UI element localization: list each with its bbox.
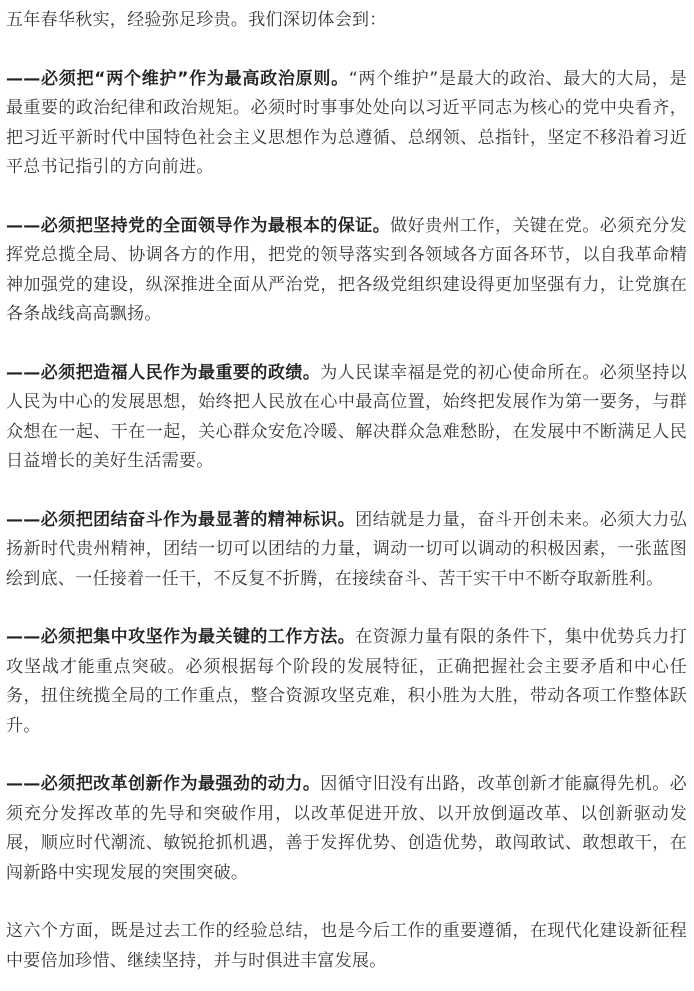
point-heading-3: ——必须把造福人民作为最重要的政绩。 [6, 362, 321, 383]
point-paragraph-1 [6, 65, 687, 183]
point-heading-5: ——必须把集中攻坚作为最关键的工作方法。 [6, 627, 356, 647]
intro-paragraph: 五年春华秋实，经验弥足珍贵。我们深切体会到： [6, 10, 387, 30]
point-text-6: 因循守旧没有出路，改革创新才能赢得先机。必须充分发挥改革的先导和突破作用，以改革促进开放、以开放倒逼改革、以创新驱动发展，顺应时代潮流、敏锐抢抓机遇，善于发挥优势、创造优势，敢闯敢试、敢想敢干，在闯新路中实现发展的突围突破。 [6, 774, 687, 883]
point-text-3: 为人民谋幸福是党的初心使命所在。必须坚持以人民为中心的发展思想，始终把人民放在心中最高位置，始终把发展作为第一要务，与群众想在一起、干在一起，关心群众安危冷暖、解决群众急难愁盼，在发展中不断满足人民日益增长的美好生活需要。 [6, 362, 687, 471]
point-heading-2: ——必须把坚持党的全面领导作为最根本的保证。 [6, 215, 391, 236]
point-text-4: 团结就是力量，奋斗开创未来。必须大力弘扬新时代贵州精神，团结一切可以团结的力量，调动一切可以调动的积极因素，一张蓝图绘到底、一任接着一任干，不反复不折腾，在接续奋斗、苦干实干中不断夺取新胜利。 [6, 509, 687, 589]
point-paragraph-5 [6, 623, 687, 741]
point-paragraph-2 [6, 212, 687, 330]
point-heading-1: ——必须把“两个维护”作为最高政治原则。 [6, 68, 349, 89]
point-text-2: 做好贵州工作，关键在党。必须充分发挥党总揽全局、协调各方的作用，把党的领导落实到各领域各方面各环节，以自我革命精神加强党的建设，纵深推进全面从严治党，把各级党组织建设得更加坚强有力，让党旗在各条战线高高飘扬。 [6, 215, 687, 324]
point-text-5: 在资源力量有限的条件下，集中优势兵力打攻坚战才能重点突破。必须根据每个阶段的发展特征，正确把握社会主要矛盾和中心任务，扭住统揽全局的工作重点，整合资源攻坚克难，积小胜为大胜，带动各项工作整体跃升。 [6, 627, 687, 736]
point-paragraph-3 [6, 359, 687, 477]
conclusion-paragraph: 这六个方面，既是过去工作的经验总结，也是今后工作的重要遵循，在现代化建设新征程中要倍加珍惜、继续坚持，并与时俱进丰富发展。 [6, 921, 687, 971]
point-heading-4: ——必须把团结奋斗作为最显著的精神标识。 [6, 509, 356, 530]
point-paragraph-4 [6, 506, 687, 595]
point-text-1: “两个维护”是最大的政治、最大的大局，是最重要的政治纪律和政治规矩。必须时时事事处处向以习近平同志为核心的党中央看齐，把习近平新时代中国特色社会主义思想作为总遵循、总纲领、总指针，坚定不移沿着习近平总书记指引的方向前进。 [6, 68, 687, 177]
point-paragraph-6 [6, 770, 687, 888]
point-heading-6: ——必须把改革创新作为最强劲的动力。 [6, 774, 321, 794]
